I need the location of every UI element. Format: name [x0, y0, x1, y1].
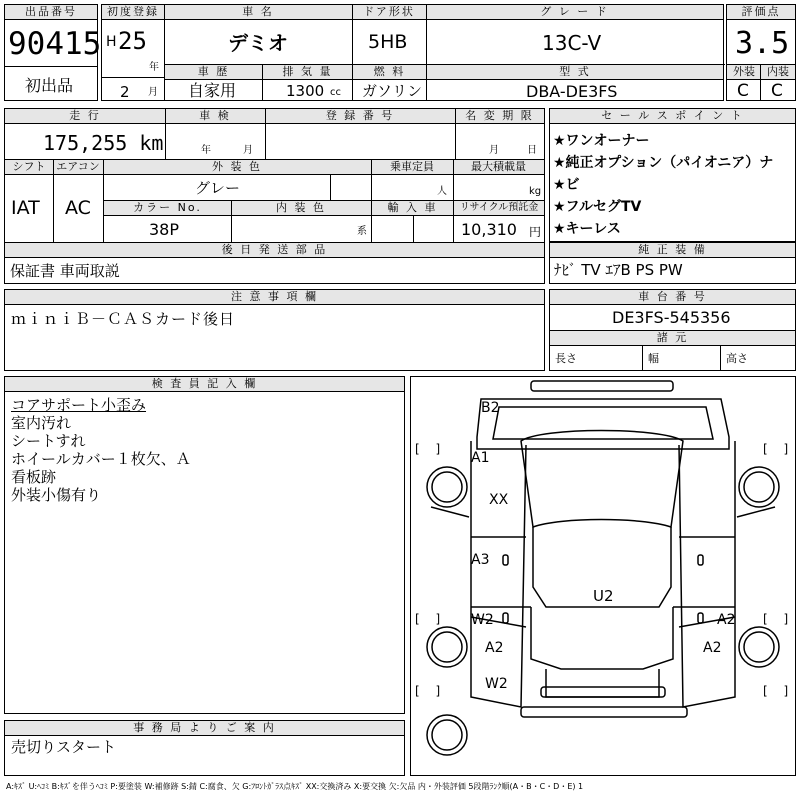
- chassis-number: DE3FS-545356: [612, 308, 731, 327]
- score-box: [726, 4, 796, 101]
- color-no-label: カラー No.: [104, 201, 231, 216]
- lot-number: 90415: [8, 26, 102, 62]
- sales-point: ★ビ: [553, 177, 580, 193]
- car-name: デミオ: [228, 31, 288, 55]
- door-type: 5HB: [368, 31, 408, 53]
- first-reg-month: 2: [120, 83, 130, 101]
- interior-label: 内装: [761, 65, 795, 80]
- inspection-month-unit: 月: [243, 145, 253, 156]
- inspector-note: ホイールカバー１枚欠、Ａ: [11, 450, 191, 468]
- fuel-label: 燃 料: [353, 65, 426, 80]
- interior-grade: C: [771, 81, 783, 101]
- chassis-box: [549, 289, 796, 371]
- damage-mark: A2: [485, 640, 504, 656]
- grade-label: グ レ ー ド: [426, 5, 723, 20]
- inspector-note: 看板跡: [11, 468, 57, 486]
- equipment-label: 純 正 装 備: [550, 243, 795, 258]
- inspector-note: コアサポート小歪み: [11, 396, 147, 414]
- inspector-note: 外装小傷有り: [11, 486, 102, 504]
- sales-point: ★フルセグTV: [553, 199, 642, 215]
- mileage: 175,255 km: [43, 131, 164, 155]
- sales-point: ★純正オプション（パイオニア）ナ: [553, 155, 774, 171]
- caution: ｍｉｎｉＢ－ＣＡＳカード後日: [11, 310, 236, 328]
- legend: A:ｷｽﾞ U:ﾍｺﾐ B:ｷｽﾞを伴うﾍｺﾐ P:要塗装 W:補修跡 S:錆 C:腐食、欠 G:ﾌﾛﾝﾄｶﾞﾗｽ点ｷｽﾞ XX:交換済み X:要交換 欠:欠品 内・外装評価 5段階ﾗﾝｸ順(A・B・C・D・E) 1: [6, 782, 584, 791]
- damage-mark: B2: [481, 400, 500, 416]
- recycle-unit: 円: [529, 225, 542, 239]
- car-outline: [411, 377, 795, 775]
- first-reg-label: 初度登録: [102, 5, 164, 20]
- first-reg-era: H: [106, 34, 117, 50]
- int-color-label: 内 装 色: [231, 201, 371, 216]
- office-box: [4, 720, 405, 776]
- damage-mark: A3: [471, 552, 490, 568]
- history: 自家用: [188, 81, 237, 100]
- damage-mark: A2: [717, 612, 736, 628]
- exterior-grade: C: [737, 81, 749, 101]
- aircon: AC: [65, 197, 91, 219]
- bracket-left-bottom: [ ]: [415, 612, 447, 626]
- first-reg-year-unit: 年: [149, 62, 159, 73]
- recycle-label: リサイクル預託金: [454, 201, 544, 216]
- name-change-label: 名 変 期 限: [455, 109, 544, 124]
- inspection-label: 車 検: [165, 109, 265, 124]
- inspector-note: 室内汚れ: [11, 414, 72, 432]
- damage-mark: A1: [471, 450, 490, 466]
- exhibitor-label: 初出品: [25, 76, 74, 95]
- inspector-box: [4, 376, 405, 714]
- first-reg-month-unit: 月: [148, 87, 158, 98]
- capacity-unit: 人: [437, 186, 447, 197]
- int-color-unit: 系: [357, 226, 367, 237]
- later-parts-label: 後 日 発 送 部 品: [5, 243, 544, 258]
- inspector-notes: [11, 396, 191, 504]
- recycle-fee: 10,310: [461, 220, 517, 239]
- dimensions-label: 諸 元: [550, 331, 795, 346]
- max-load-unit: kg: [529, 186, 542, 197]
- damage-mark: A2: [703, 640, 722, 656]
- displacement: 1300: [286, 82, 325, 100]
- mileage-label: 走 行: [5, 109, 165, 124]
- model: DBA-DE3FS: [526, 82, 618, 101]
- registration-label: 登 録 番 号: [265, 109, 455, 124]
- damage-mark: W2: [485, 676, 508, 692]
- color-no: 38P: [149, 220, 180, 239]
- name-change-month-unit: 月: [489, 145, 499, 156]
- office-label: 事 務 局 よ り ご 案 内: [5, 721, 404, 736]
- first-reg-year: 25: [118, 27, 147, 55]
- sales-points-label: セ ー ル ス ポ イ ン ト: [550, 109, 795, 124]
- max-load-label: 最大積載量: [453, 160, 544, 175]
- ext-color-label: 外 装 色: [103, 160, 371, 175]
- inspector-note: シートすれ: [11, 432, 86, 450]
- bracket-right-low: [ ]: [763, 684, 795, 698]
- office-notice: 売切りスタート: [11, 738, 117, 756]
- bracket-left-top: [ ]: [415, 442, 447, 456]
- equipment-box: [549, 242, 796, 284]
- exterior-label: 外装: [727, 65, 761, 80]
- caution-label: 注 意 事 項 欄: [5, 290, 544, 305]
- model-label: 型 式: [427, 65, 723, 80]
- later-parts: 保証書 車両取説: [10, 262, 120, 280]
- shift: IAT: [11, 197, 40, 219]
- mid-box: [4, 108, 545, 284]
- damage-mark: W2: [471, 612, 494, 628]
- bracket-left-low: [ ]: [415, 684, 447, 698]
- shift-label: シフト: [5, 160, 53, 175]
- sales-points-box: [549, 108, 796, 242]
- door-label: ドア形状: [352, 5, 426, 20]
- name-change-day-unit: 日: [527, 145, 537, 156]
- chassis-label: 車 台 番 号: [550, 290, 795, 305]
- car-diagram: [410, 376, 796, 776]
- sales-points-list: [553, 130, 773, 240]
- bracket-right-top: [ ]: [763, 442, 795, 456]
- length-label: 長さ: [555, 352, 577, 365]
- width-label: 幅: [648, 352, 659, 365]
- score-label: 評価点: [727, 5, 795, 20]
- damage-mark: XX: [489, 492, 509, 508]
- import-label: 輸 入 車: [372, 201, 453, 216]
- displacement-label: 排 気 量: [263, 65, 352, 80]
- damage-mark: U2: [593, 587, 614, 605]
- lot-box: [4, 4, 102, 101]
- displacement-unit: cc: [330, 87, 341, 98]
- top-main-box: [101, 4, 724, 101]
- height-label: 高さ: [726, 352, 748, 365]
- history-label: 車 歴: [165, 65, 262, 80]
- caution-box: [4, 289, 545, 371]
- lot-label: 出品番号: [5, 5, 97, 20]
- aircon-label: エアコン: [53, 160, 103, 175]
- equipment: ﾅﾋﾞ TV ｴｱB PS PW: [554, 261, 683, 279]
- ext-color: グレー: [195, 179, 241, 197]
- inspector-label: 検 査 員 記 入 欄: [5, 377, 404, 392]
- bracket-right-bottom: [ ]: [763, 612, 795, 626]
- inspection-year-unit: 年: [201, 145, 211, 156]
- sales-point: ★ワンオーナー: [553, 133, 650, 149]
- sales-point: ★キーレス: [553, 221, 621, 237]
- fuel: ガソリン: [362, 82, 423, 100]
- grade: 13C-V: [542, 31, 602, 55]
- capacity-label: 乗車定員: [371, 160, 453, 175]
- score: 3.5: [735, 26, 790, 61]
- car-name-label: 車 名: [164, 5, 352, 20]
